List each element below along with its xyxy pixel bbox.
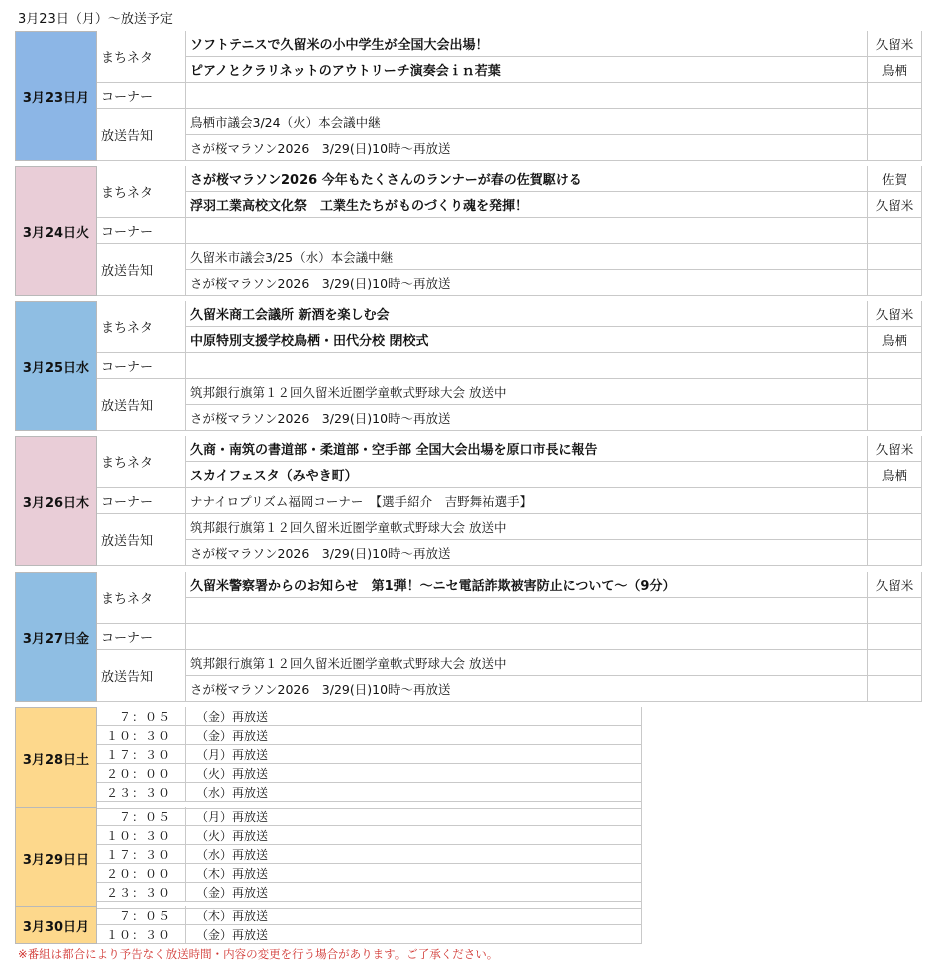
area-cell <box>868 624 922 650</box>
machi-title <box>186 598 868 624</box>
area-cell <box>868 353 922 379</box>
area-cell <box>868 488 922 514</box>
corner-cell <box>186 218 868 244</box>
rerun-time: ２０：００ <box>97 864 186 883</box>
notice-cell: さが桜マラソン2026 3/29(日)10時～再放送 <box>186 405 868 431</box>
day-date: 3月24日火 <box>15 166 97 296</box>
corner-label: コーナー <box>97 83 186 109</box>
area-cell <box>868 405 922 431</box>
corner-label: コーナー <box>97 218 186 244</box>
day-block-wed <box>15 301 923 431</box>
rerun-source: （月）再放送 <box>186 807 642 826</box>
rerun-time: ７：０５ <box>97 807 186 826</box>
rerun-time: ２０：００ <box>97 764 186 783</box>
notice-label: 放送告知 <box>97 379 186 431</box>
notice-label: 放送告知 <box>97 244 186 296</box>
rerun-source: （木）再放送 <box>186 864 642 883</box>
area-cell: 久留米 <box>868 31 922 57</box>
rerun-time: １７：３０ <box>97 745 186 764</box>
machi-title: ソフトテニスで久留米の小中学生が全国大会出場！ <box>186 31 868 57</box>
area-cell: 鳥栖 <box>868 327 922 353</box>
machi-title: さが桜マラソン2026 今年もたくさんのランナーが春の佐賀駆ける <box>186 166 868 192</box>
notice-label: 放送告知 <box>97 650 186 702</box>
rerun-block-sat <box>15 707 642 809</box>
machi-title: 久留米商工会議所 新酒を楽しむ会 <box>186 301 868 327</box>
notice-cell: さが桜マラソン2026 3/29(日)10時～再放送 <box>186 270 868 296</box>
machi-label: まちネタ <box>97 572 186 624</box>
area-cell <box>868 379 922 405</box>
rerun-block-sun <box>15 807 642 909</box>
rerun-date: 3月30日月 <box>15 906 97 944</box>
rerun-time: １０：３０ <box>97 925 186 944</box>
rerun-block-mon <box>15 906 642 944</box>
notice-cell: さが桜マラソン2026 3/29(日)10時～再放送 <box>186 135 868 161</box>
machi-title: 中原特別支援学校鳥栖・田代分校 閉校式 <box>186 327 868 353</box>
day-block-mon <box>15 31 923 161</box>
area-cell <box>868 218 922 244</box>
notice-cell: 鳥栖市議会3/24（火）本会議中継 <box>186 109 868 135</box>
notice-cell: 久留米市議会3/25（水）本会議中継 <box>186 244 868 270</box>
area-cell: 佐賀 <box>868 166 922 192</box>
area-cell <box>868 83 922 109</box>
area-cell: 鳥栖 <box>868 462 922 488</box>
notice-cell: さが桜マラソン2026 3/29(日)10時～再放送 <box>186 676 868 702</box>
corner-label: コーナー <box>97 488 186 514</box>
rerun-source: （水）再放送 <box>186 783 642 802</box>
machi-label: まちネタ <box>97 436 186 488</box>
day-date: 3月27日金 <box>15 572 97 702</box>
notice-cell: さが桜マラソン2026 3/29(日)10時～再放送 <box>186 540 868 566</box>
rerun-source: （月）再放送 <box>186 745 642 764</box>
rerun-time: １７：３０ <box>97 845 186 864</box>
rerun-source: （木）再放送 <box>186 906 642 925</box>
corner-cell <box>186 624 868 650</box>
area-cell <box>868 598 922 624</box>
area-cell <box>868 109 922 135</box>
rerun-source: （火）再放送 <box>186 826 642 845</box>
machi-label: まちネタ <box>97 301 186 353</box>
machi-title: 久商・南筑の書道部・柔道部・空手部 全国大会出場を原口市長に報告 <box>186 436 868 462</box>
area-cell <box>868 540 922 566</box>
area-cell <box>868 244 922 270</box>
notice-label: 放送告知 <box>97 514 186 566</box>
rerun-time: ２３：３０ <box>97 883 186 902</box>
area-cell <box>868 650 922 676</box>
area-cell: 久留米 <box>868 572 922 598</box>
corner-cell: ナナイロプリズム福岡コーナー 【選手紹介 吉野舞祐選手】 <box>186 488 868 514</box>
corner-label: コーナー <box>97 353 186 379</box>
notice-cell: 筑邦銀行旗第１２回久留米近圏学童軟式野球大会 放送中 <box>186 514 868 540</box>
day-block-tue <box>15 166 923 296</box>
machi-title: スカイフェスタ（みやき町） <box>186 462 868 488</box>
notice-label: 放送告知 <box>97 109 186 161</box>
machi-label: まちネタ <box>97 166 186 218</box>
rerun-source: （火）再放送 <box>186 764 642 783</box>
area-cell <box>868 676 922 702</box>
rerun-source: （金）再放送 <box>186 726 642 745</box>
corner-cell <box>186 83 868 109</box>
rerun-time: ２３：３０ <box>97 783 186 802</box>
day-block-thu <box>15 436 923 566</box>
machi-label: まちネタ <box>97 31 186 83</box>
rerun-time: ７：０５ <box>97 906 186 925</box>
area-cell: 久留米 <box>868 436 922 462</box>
rerun-date: 3月28日土 <box>15 707 97 809</box>
area-cell <box>868 135 922 161</box>
rerun-source: （金）再放送 <box>186 925 642 944</box>
area-cell: 久留米 <box>868 192 922 218</box>
rerun-source: （水）再放送 <box>186 845 642 864</box>
footnote: ※番組は都合により予告なく放送時間・内容の変更を行う場合があります。ご了承ください。 <box>18 947 499 961</box>
rerun-time: ７：０５ <box>97 707 186 726</box>
area-cell: 鳥栖 <box>868 57 922 83</box>
rerun-time: １０：３０ <box>97 826 186 845</box>
rerun-date: 3月29日日 <box>15 807 97 909</box>
machi-title: ピアノとクラリネットのアウトリーチ演奏会ｉｎ若葉 <box>186 57 868 83</box>
corner-label: コーナー <box>97 624 186 650</box>
area-cell <box>868 514 922 540</box>
notice-cell: 筑邦銀行旗第１２回久留米近圏学童軟式野球大会 放送中 <box>186 379 868 405</box>
page-heading: 3月23日（月）～放送予定 <box>18 12 173 27</box>
machi-title: 浮羽工業高校文化祭 工業生たちがものづくり魂を発揮！ <box>186 192 868 218</box>
day-date: 3月25日水 <box>15 301 97 431</box>
corner-cell <box>186 353 868 379</box>
rerun-time: １０：３０ <box>97 726 186 745</box>
area-cell: 久留米 <box>868 301 922 327</box>
notice-cell: 筑邦銀行旗第１２回久留米近圏学童軟式野球大会 放送中 <box>186 650 868 676</box>
rerun-source: （金）再放送 <box>186 883 642 902</box>
area-cell <box>868 270 922 296</box>
day-date: 3月26日木 <box>15 436 97 566</box>
day-block-fri <box>15 572 923 702</box>
machi-title: 久留米警察署からのお知らせ 第1弾！～ニセ電話詐欺被害防止について～（9分） <box>186 572 868 598</box>
day-date: 3月23日月 <box>15 31 97 161</box>
rerun-source: （金）再放送 <box>186 707 642 726</box>
